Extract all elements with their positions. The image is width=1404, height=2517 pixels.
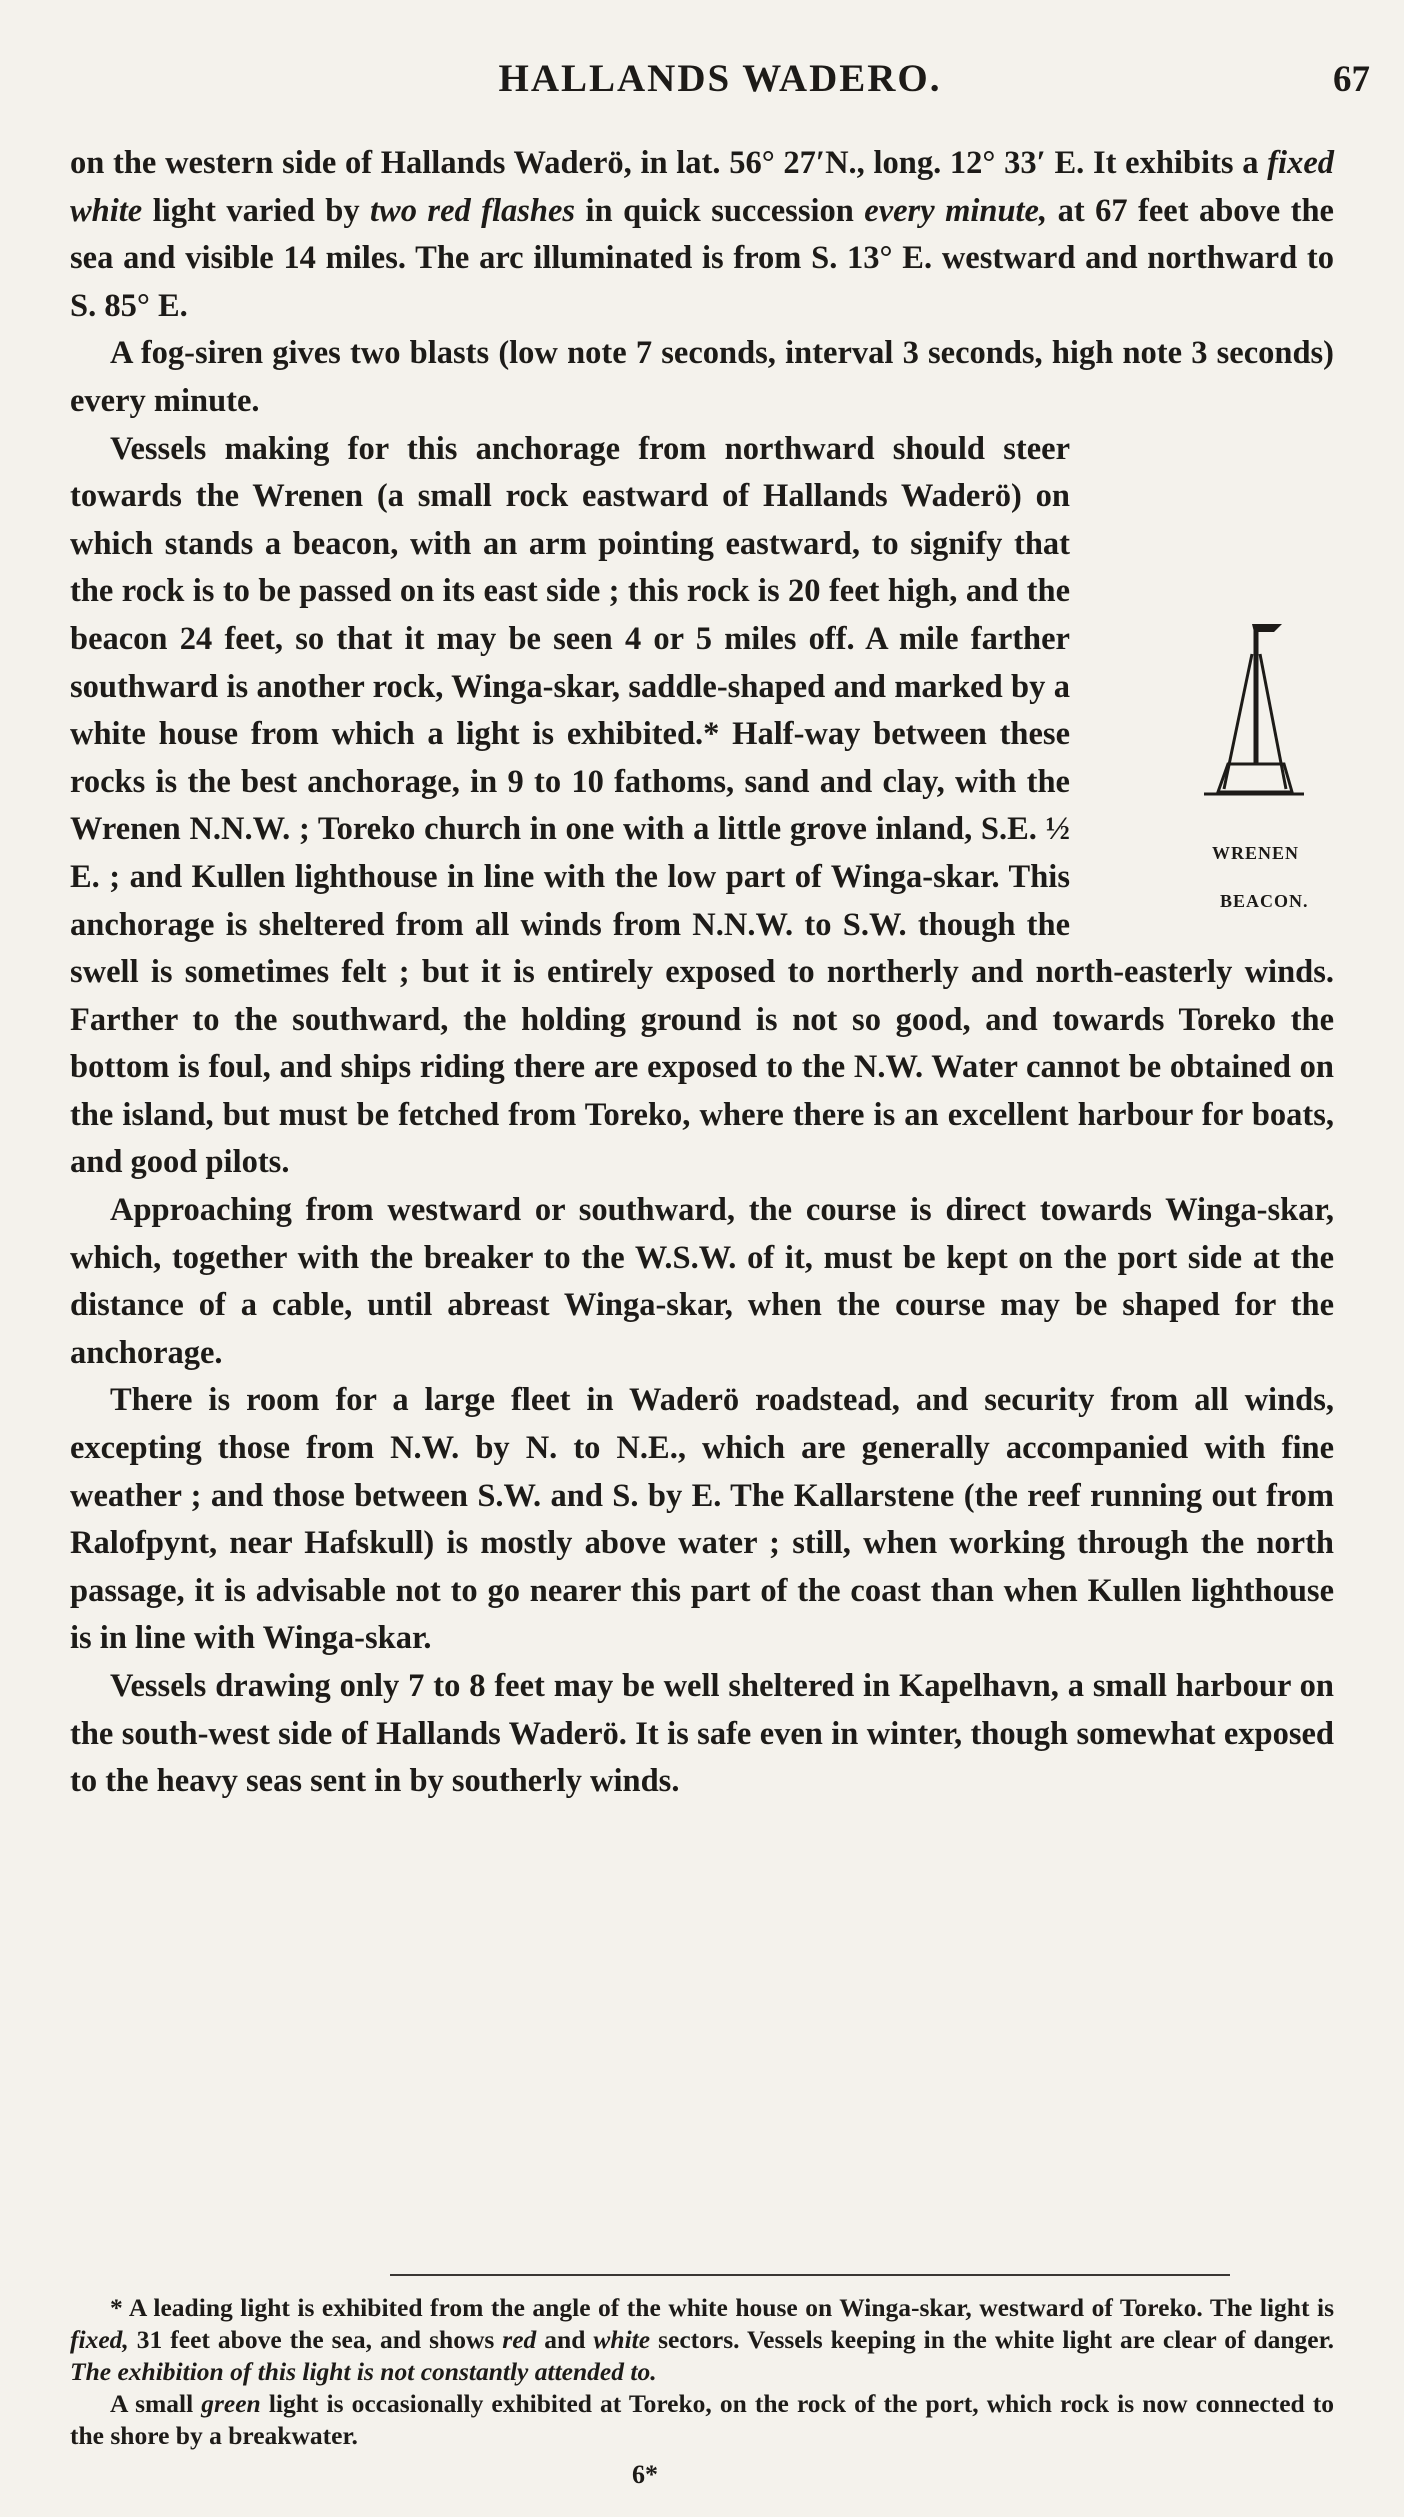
body-text	[70, 140, 1334, 1806]
italic-run: green	[201, 2389, 261, 2418]
text-run: 31 feet above the sea, and shows	[128, 2325, 503, 2354]
text-run: light varied by	[142, 192, 371, 229]
italic-run: every minute,	[864, 192, 1048, 229]
italic-run: red	[502, 2325, 537, 2354]
printer-signature: 6*	[632, 2460, 658, 2489]
paragraph-5: There is room for a large fleet in Waderö roadstead, and security from all winds, excepting those from N.W. by N. to N.E., which are generally accompanied with fine weather ; and those between S.W. and S. by E. The Kallarstene (the reef running out from Ralofpynt, near Hafskull) is mostly above water ; still, when working through the north passage, it is advisable not to go nearer this part of the coast than when Kullen lighthouse is in line with Winga-skar.	[70, 1382, 1334, 1657]
text-run: at 67 feet above the sea and visible 14 miles. The arc illuminated is from S. 13° E. westward and northward to S. 85° E.	[70, 192, 1334, 324]
footnotes	[70, 2292, 1334, 2452]
paragraph-1	[70, 140, 1334, 330]
italic-run: The exhibition of this light is not constantly attended to.	[70, 2357, 657, 2386]
italic-run: white	[593, 2325, 651, 2354]
italic-run: fixed,	[70, 2325, 129, 2354]
italic-run: fixed white	[70, 145, 1334, 229]
paragraph-2: A fog-siren gives two blasts (low note 7 seconds, interval 3 seconds, high note 3 seconds) every minute.	[70, 335, 1334, 419]
figure-caption-line-2: BEACON.	[1220, 890, 1309, 911]
text-run: A small	[110, 2389, 202, 2418]
footnote-1	[70, 2292, 1334, 2388]
footnote-rule	[390, 2274, 1230, 2276]
footnote-2	[70, 2388, 1334, 2452]
paragraph-3: Vessels making for this anchorage from northward should steer towards the Wrenen (a small rock eastward of Hallands Waderö) on which stands a beacon, with an arm pointing eastward, to signify that the rock is to be passed on its east side ; this rock is 20 feet high, and the beacon 24 feet, so that it may be seen 4 or 5 miles off. A mile farther southward is another rock, Winga-skar, saddle-shaped and marked by a white house from which a light is exhibited.* Half-way between these rocks is the best anchorage, in 9 to 10 fathoms, sand and clay, with the Wrenen N.N.W. ; Toreko church in one with a little grove inland, S.E. ½ E. ; and Kullen lighthouse in line with the low part of Winga-skar. This anchorage is sheltered from all winds from N.N.W. to S.W. though the swell is sometimes felt ; but it is entirely exposed to northerly and north-easterly winds. Farther to the southward, the holding ground is not so good, and towards Toreko the bottom is foul, and ships riding there are exposed to the N.W. Water cannot be obtained on the island, but must be fetched from Toreko, where there is an excellent harbour for boats, and good pilots.	[70, 430, 1334, 1181]
text-run: * A leading light is exhibited from the angle of the white house on Winga-skar, westward of Toreko. The light is	[110, 2293, 1334, 2322]
page-number: 67	[1333, 59, 1370, 100]
figure-caption-line-1: WRENEN	[1212, 842, 1300, 863]
text-run: light is occasionally exhibited at Toreko, on the rock of the port, which rock is now connected to the shore by a breakwater.	[70, 2389, 1335, 2450]
text-run: on the western side of Hallands Waderö, in lat. 56° 27′N., long. 12° 33′ E. It exhibits a	[70, 145, 1268, 181]
paragraph-6: Vessels drawing only 7 to 8 feet may be well sheltered in Kapelhavn, a small harbour on the south-west side of Hallands Waderö. It is safe even in winter, though somewhat exposed to the heavy seas sent in by southerly winds.	[70, 1668, 1334, 1800]
italic-run: two red flashes	[370, 192, 576, 229]
text-run: in quick succession	[575, 192, 865, 229]
page-title: HALLANDS WADERO.	[498, 57, 942, 100]
beacon-icon	[1204, 614, 1304, 824]
paragraph-4: Approaching from westward or southward, the course is direct towards Winga-skar, which, together with the breaker to the W.S.W. of it, must be kept on the port side at the distance of a cable, until abreast Winga-skar, when the course may be shaped for the anchorage.	[70, 1192, 1334, 1371]
text-run: and	[536, 2325, 594, 2354]
wrenen-beacon-figure	[1084, 614, 1334, 944]
text-run: sectors. Vessels keeping in the white light are clear of danger.	[650, 2325, 1334, 2354]
running-head	[70, 48, 1370, 108]
